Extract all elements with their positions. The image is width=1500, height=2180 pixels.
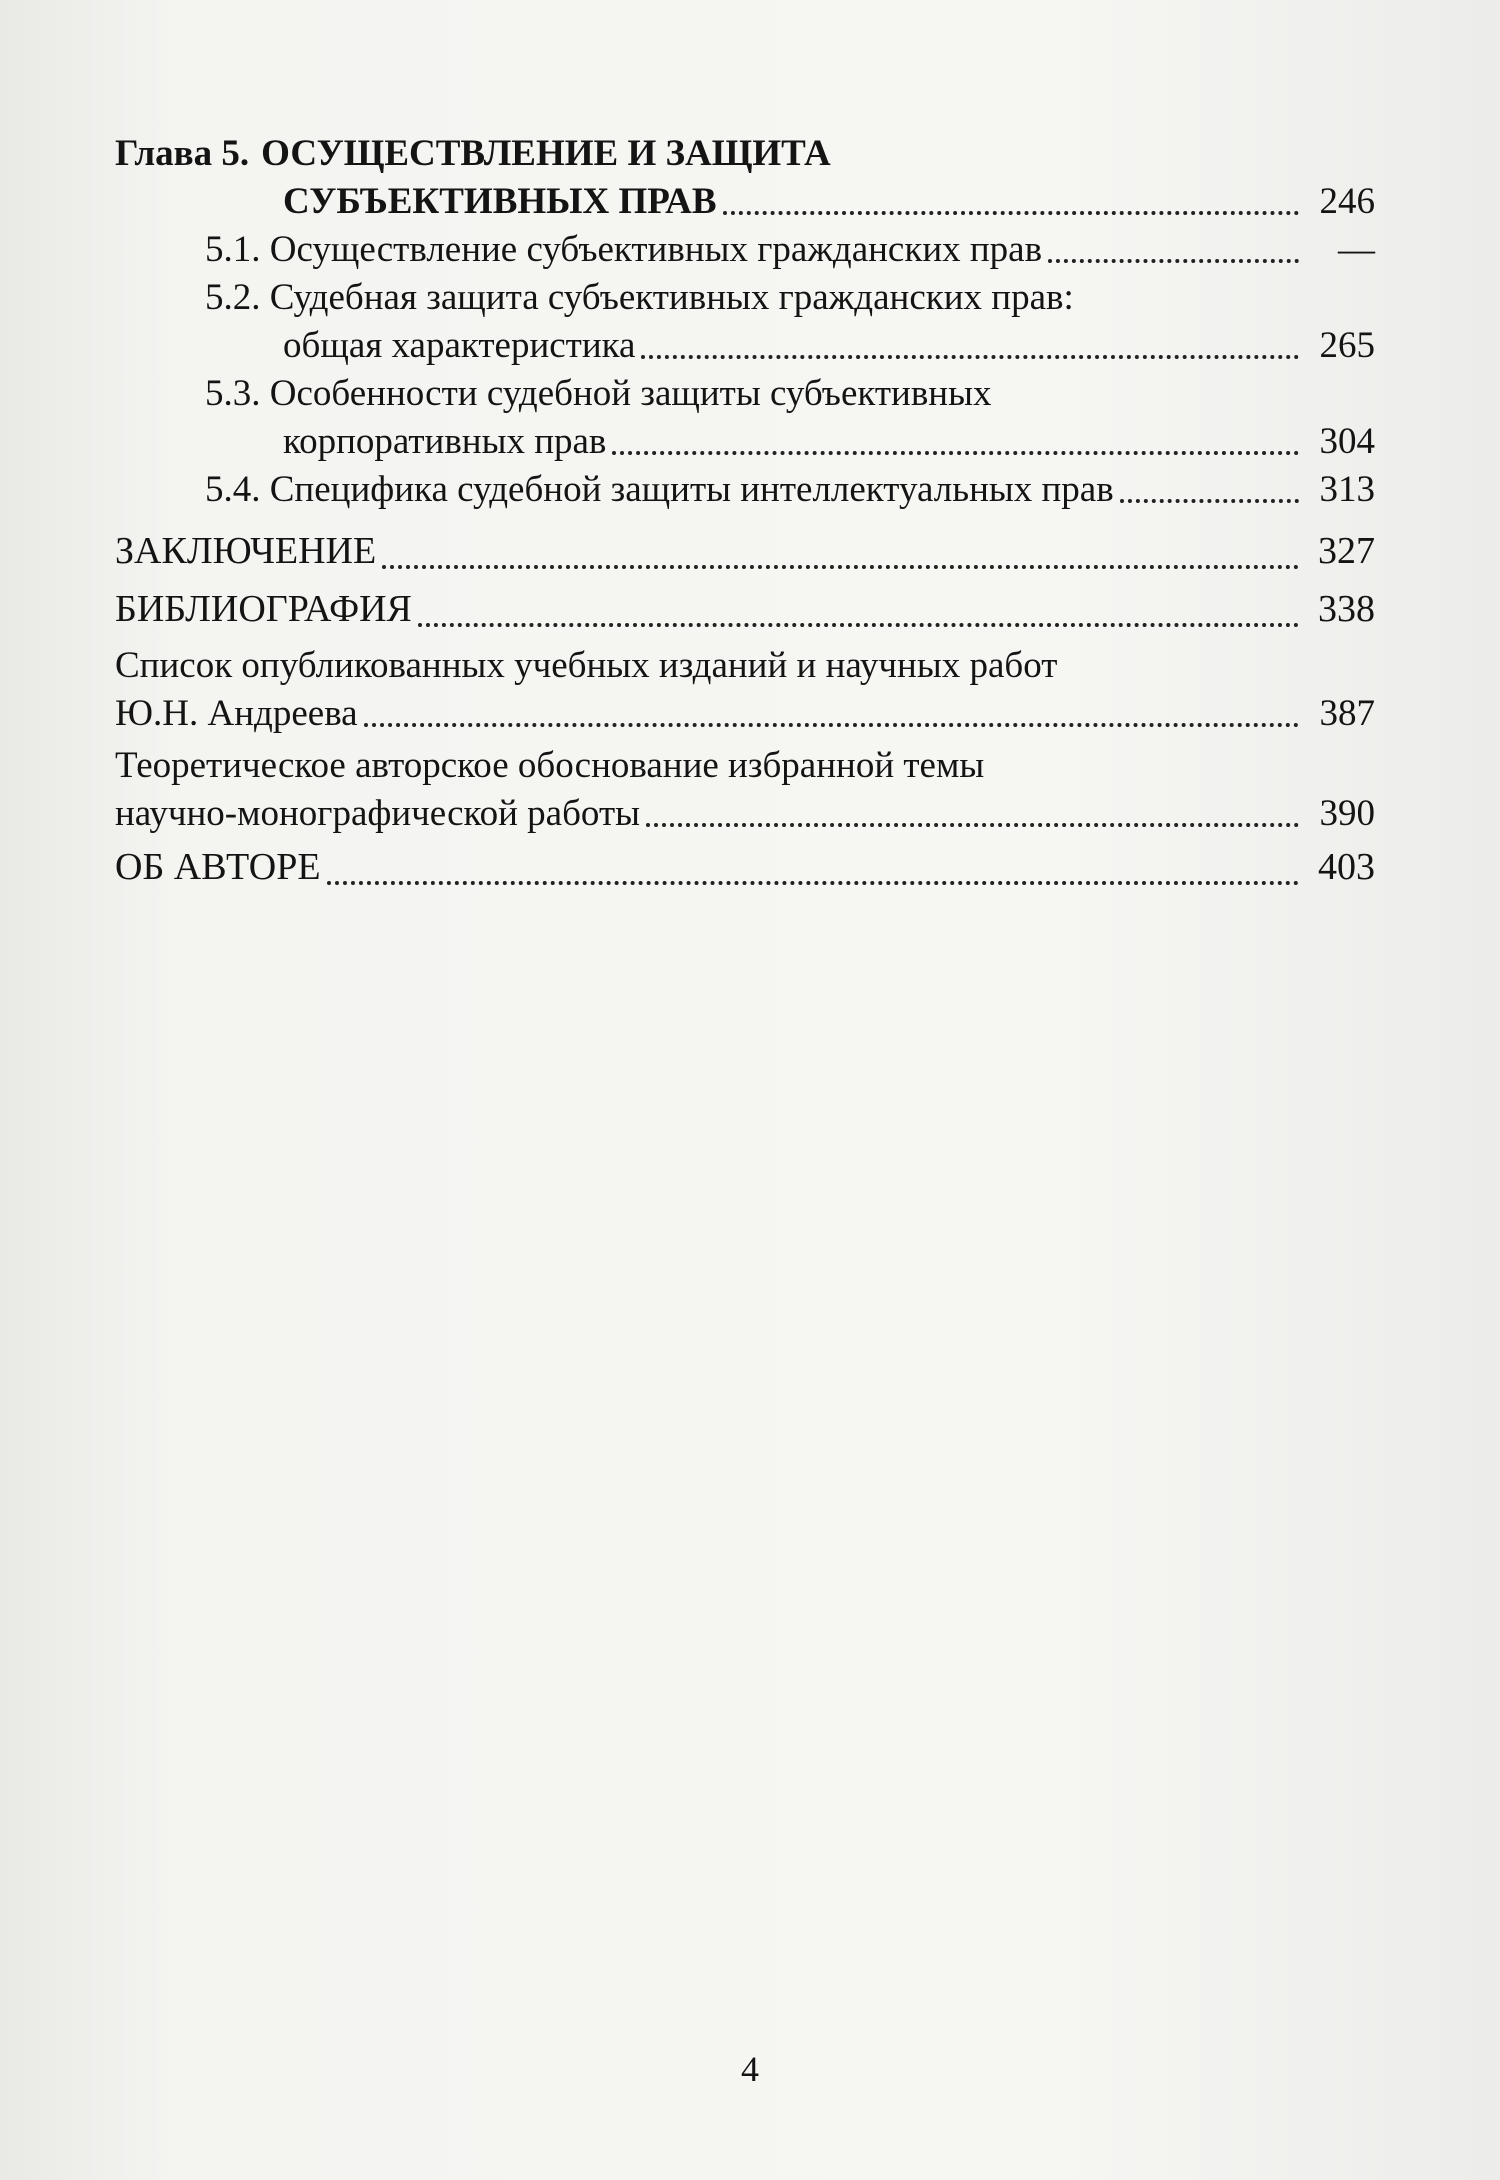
page-ref: 313 <box>1319 469 1375 510</box>
chapter-label: Глава 5. <box>115 133 250 174</box>
toc-justification <box>115 790 1375 838</box>
section-title: БИБЛИОГРАФИЯ <box>115 588 412 630</box>
page-ref: — <box>1338 229 1375 270</box>
page-ref: 265 <box>1319 325 1375 366</box>
page-ref: 327 <box>1318 530 1375 572</box>
page-number: 4 <box>741 2049 759 2089</box>
section-title-line2: научно-монографической работы <box>115 793 640 834</box>
toc-conclusion <box>115 522 1375 580</box>
section-title-line2: общая характеристика <box>283 325 636 366</box>
toc-section-5-3 <box>115 418 1375 466</box>
chapter-title-line1: ОСУЩЕСТВЛЕНИЕ И ЗАЩИТА <box>261 133 831 174</box>
section-title-line2: корпоративных прав <box>283 421 607 462</box>
page-ref: 403 <box>1318 846 1375 888</box>
toc-section-5-2 <box>115 322 1375 370</box>
leader-dots <box>418 623 1299 627</box>
table-of-contents <box>115 130 1375 896</box>
section-title: ОБ АВТОРЕ <box>115 846 321 888</box>
page-ref: 304 <box>1319 421 1375 462</box>
toc-section-5-2-line1: 5.2. Судебная защита субъективных гражданских прав: <box>205 277 1074 318</box>
leader-dots <box>612 451 1299 455</box>
section-title-line2: Ю.Н. Андреева <box>115 693 358 734</box>
toc-chapter-5 <box>115 178 1375 226</box>
leader-dots <box>641 355 1299 359</box>
page-ref: 338 <box>1318 588 1375 630</box>
toc-bibliography <box>115 580 1375 638</box>
page-ref: 246 <box>1319 181 1375 222</box>
leader-dots <box>1048 259 1299 263</box>
toc-section-5-4 <box>115 466 1375 514</box>
leader-dots <box>327 881 1299 885</box>
toc-about-author <box>115 838 1375 896</box>
page-ref: 387 <box>1319 693 1375 734</box>
leader-dots <box>382 565 1299 569</box>
toc-section-5-1 <box>115 226 1375 274</box>
toc-chapter-5-heading <box>115 130 1375 178</box>
section-title: ЗАКЛЮЧЕНИЕ <box>115 530 377 572</box>
toc-justification-line1: Теоретическое авторское обоснование избранной темы <box>115 745 985 786</box>
section-title: 5.1. Осуществление субъективных гражданских прав <box>205 229 1043 270</box>
section-title: 5.4. Специфика судебной защиты интеллектуальных прав <box>205 469 1114 510</box>
leader-dots <box>646 823 1299 827</box>
toc-section-5-3-line1: 5.3. Особенности судебной защиты субъективных <box>205 373 992 414</box>
toc-publications <box>115 690 1375 738</box>
page-ref: 390 <box>1319 793 1375 834</box>
leader-dots <box>723 211 1299 215</box>
leader-dots <box>364 723 1299 727</box>
toc-publications-line1: Список опубликованных учебных изданий и научных работ <box>115 645 1058 686</box>
leader-dots <box>1120 499 1299 503</box>
chapter-title-line2: СУБЪЕКТИВНЫХ ПРАВ <box>283 181 717 222</box>
